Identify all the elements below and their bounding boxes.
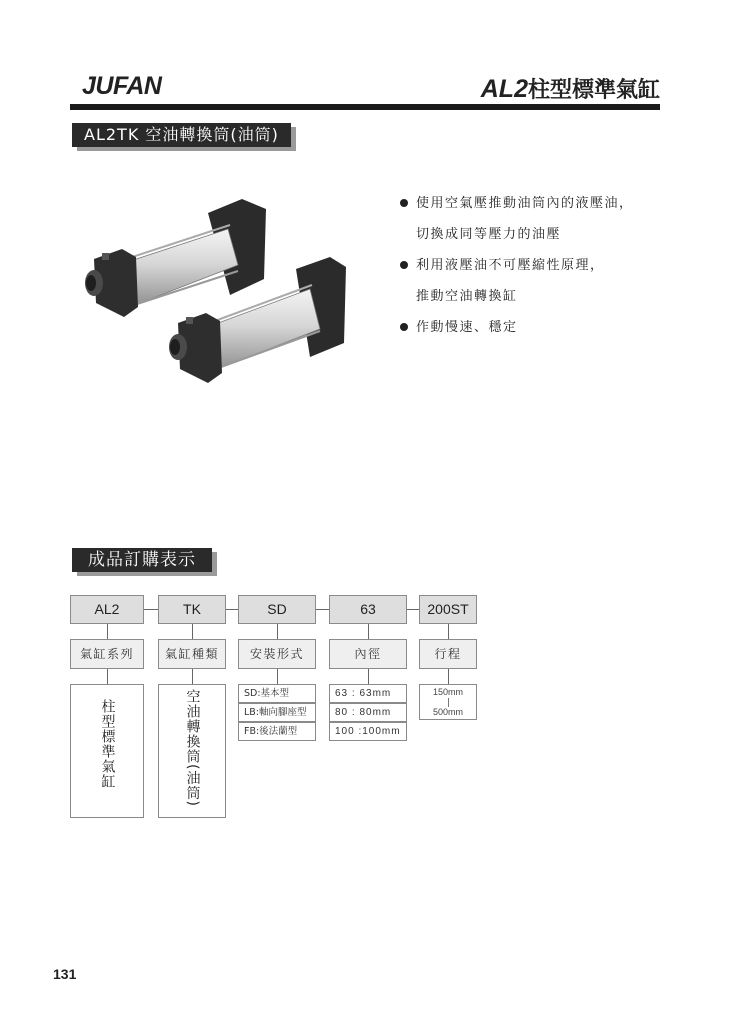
feature-item — [398, 250, 698, 312]
label-type: 氣缸種類 — [158, 639, 226, 669]
mount-option: LB:軸向腳座型 — [238, 703, 316, 722]
label-stroke: 行程 — [419, 639, 477, 669]
feature-item — [398, 312, 698, 343]
connector-line — [368, 669, 369, 684]
label-series: 氣缸系列 — [70, 639, 144, 669]
code-box-bore: 63 — [329, 595, 407, 624]
mount-option: SD:基本型 — [238, 684, 316, 703]
code-box-type: TK — [158, 595, 226, 624]
brand-logo: JUFAN — [82, 72, 162, 100]
stroke-range — [419, 684, 477, 720]
code-box-stroke: 200ST — [419, 595, 477, 624]
feature-line: 利用液壓油不可壓縮性原理， — [416, 258, 605, 273]
feature-item — [398, 188, 698, 250]
connector-line — [277, 669, 278, 684]
feature-line: 使用空氣壓推動油筒內的液壓油， — [416, 196, 634, 211]
label-bore: 內徑 — [329, 639, 407, 669]
product-photo — [78, 195, 358, 410]
code-connector — [144, 609, 158, 610]
bore-option: 80 : 80mm — [329, 703, 407, 722]
type-description-text: 空油轉換筒(油筒) — [184, 689, 201, 807]
cylinder-back-shape — [85, 199, 266, 317]
connector-line — [448, 669, 449, 684]
page-number: 131 — [53, 966, 77, 982]
section-title-product: AL2TK 空油轉換筒(油筒) — [72, 123, 291, 147]
code-connector — [316, 609, 329, 610]
label-mount: 安裝形式 — [238, 639, 316, 669]
series-code: AL2 — [480, 75, 528, 103]
connector-line — [192, 669, 193, 684]
range-line — [448, 698, 449, 707]
series-description — [70, 684, 144, 818]
code-box-mount: SD — [238, 595, 316, 624]
feature-line: 推動空油轉換缸 — [416, 289, 518, 304]
feature-list — [398, 188, 698, 343]
bore-option: 63 : 63mm — [329, 684, 407, 703]
feature-line: 切換成同等壓力的油壓 — [416, 227, 562, 242]
connector-line — [277, 624, 278, 639]
header-rule — [70, 104, 660, 110]
feature-line: 作動慢速、穩定 — [416, 320, 518, 335]
code-box-series: AL2 — [70, 595, 144, 624]
bullet-icon — [400, 323, 408, 331]
bullet-icon — [400, 261, 408, 269]
stroke-min: 150mm — [432, 687, 463, 697]
type-description — [158, 684, 226, 818]
mount-option: FB:後法蘭型 — [238, 722, 316, 741]
bore-option: 100 :100mm — [329, 722, 407, 741]
section-title-order-code: 成品訂購表示 — [72, 548, 212, 572]
connector-line — [107, 624, 108, 639]
series-description-text: 柱型標準氣缸 — [99, 699, 116, 789]
series-name: 柱型標準氣缸 — [527, 78, 660, 103]
connector-line — [448, 624, 449, 639]
code-connector — [226, 609, 238, 610]
series-title — [481, 73, 660, 104]
stroke-max: 500mm — [432, 707, 463, 717]
connector-line — [192, 624, 193, 639]
code-connector — [407, 609, 419, 610]
connector-line — [368, 624, 369, 639]
connector-line — [107, 669, 108, 684]
bullet-icon — [400, 199, 408, 207]
